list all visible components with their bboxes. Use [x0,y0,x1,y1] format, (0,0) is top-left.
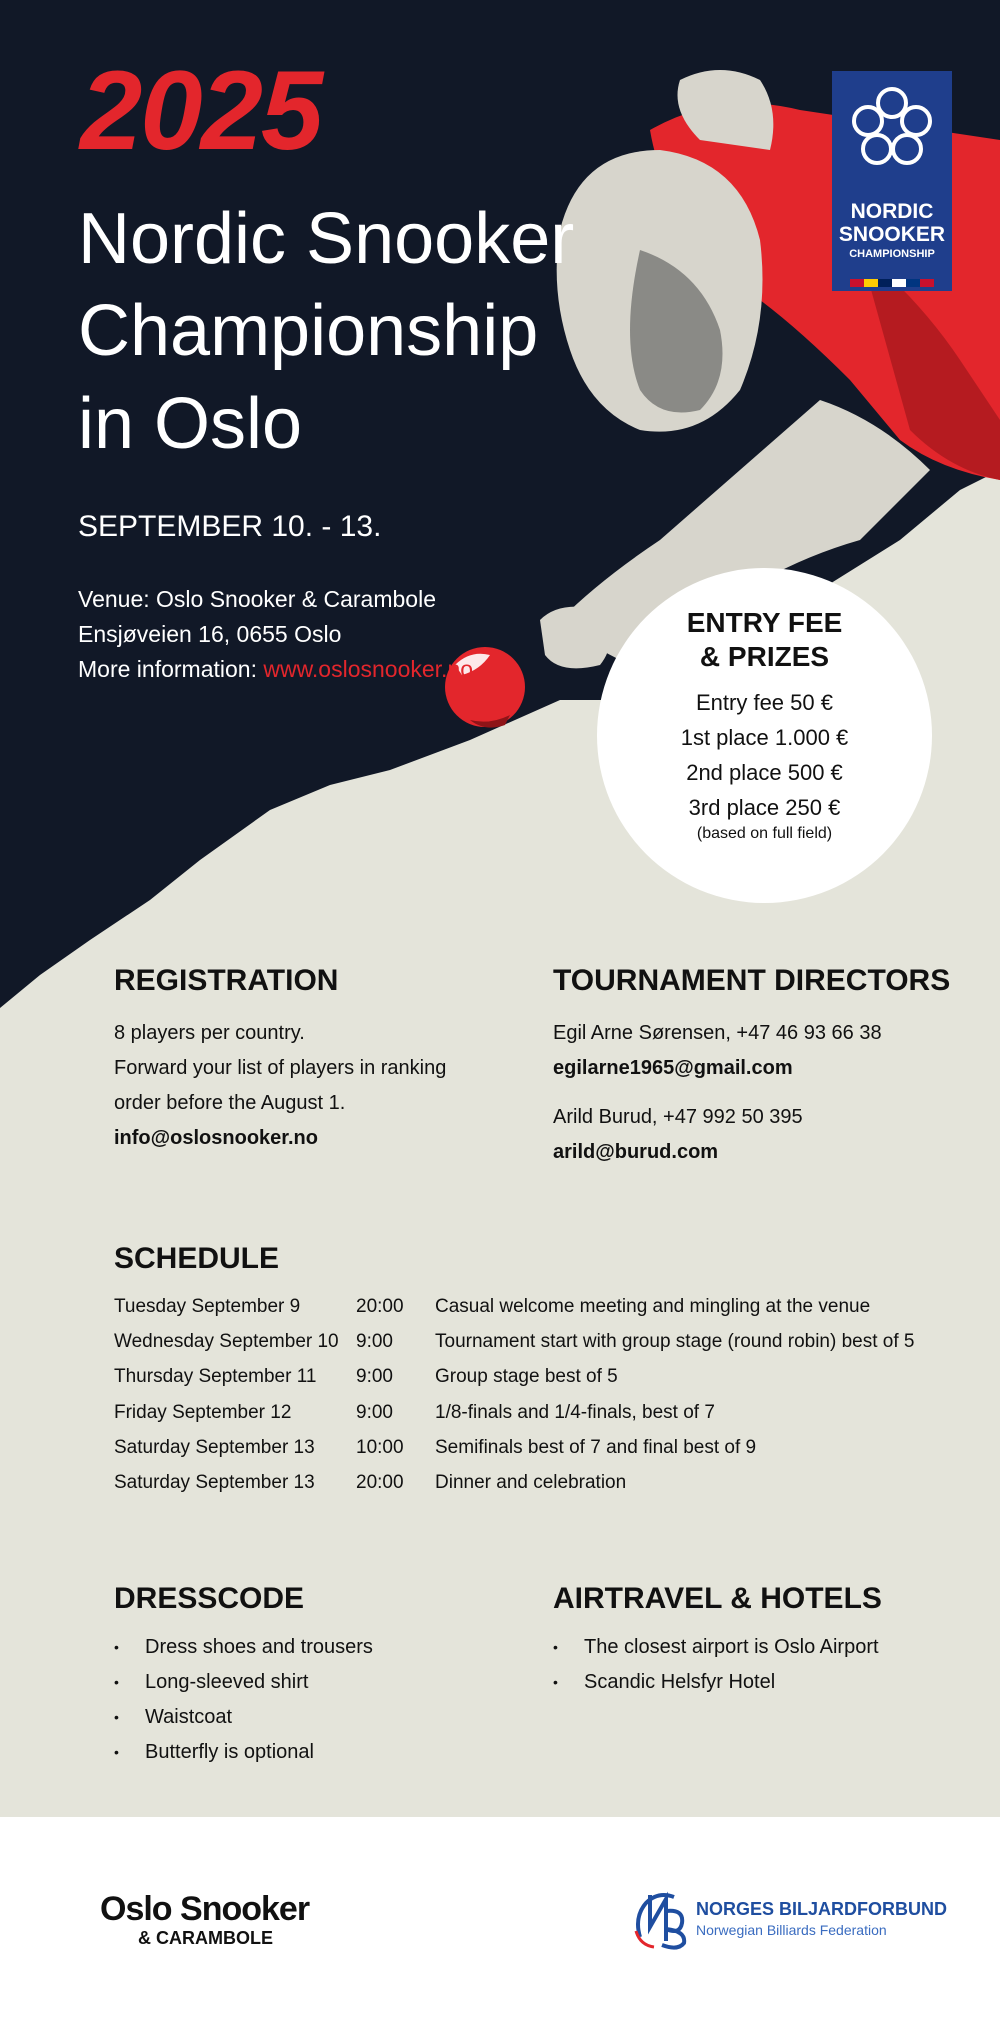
dresscode-item: • Long-sleeved shirt [114,1665,373,1700]
second-place-line: 2nd place 500 € [686,760,843,786]
travel-item: • Scandic Helsfyr Hotel [553,1665,882,1700]
schedule-event: Group stage best of 5 [435,1366,618,1388]
directors-heading: TOURNAMENT DIRECTORS [553,964,951,997]
schedule-event: Tournament start with group stage (round robin) best of 5 [435,1331,915,1353]
registration-email[interactable]: info@oslosnooker.no [114,1127,318,1149]
schedule-day: Wednesday September 10 [114,1331,339,1353]
nbf-emblem-icon [630,1887,692,1951]
nbf-name: NORGES BILJARDFORBUND [696,1899,948,1919]
schedule-time: 9:00 [356,1331,393,1353]
schedule-row [114,1465,914,1500]
schedule-day: Thursday September 11 [114,1366,317,1388]
travel-section [553,1584,882,1700]
prizes-title-line-2: & PRIZES [699,640,830,672]
director-2-name: Arild Burud, +47 992 50 395 [553,1106,803,1128]
schedule-time: 20:00 [356,1472,404,1493]
entry-fee-prizes-circle [597,568,932,903]
director-1-email[interactable]: egilarne1965@gmail.com [553,1057,793,1079]
schedule-event: Casual welcome meeting and mingling at the venue [435,1296,871,1317]
travel-heading: AIRTRAVEL & HOTELS [553,1582,882,1615]
schedule-day: Saturday September 13 [114,1472,315,1493]
dresscode-item: • Dress shoes and trousers [114,1630,373,1665]
schedule-day: Saturday September 13 [114,1436,315,1458]
oslo-snooker-logo [100,1892,309,1949]
schedule-heading: SCHEDULE [114,1242,280,1275]
schedule-row [114,1359,914,1394]
event-title-line-2: Championship [78,291,539,371]
first-place-line: 1st place 1.000 € [680,725,849,751]
entry-fee-line: Entry fee 50 € [696,690,833,716]
flag-stripe [906,279,920,287]
venue-line: Venue: Oslo Snooker & Carambole [78,586,436,612]
schedule-day: Friday September 12 [114,1401,292,1423]
event-year: 2025 [80,48,322,173]
schedule-event: Dinner and celebration [435,1472,627,1493]
website-link[interactable]: www.oslosnooker.no [263,656,474,682]
flag-stripe [864,279,878,287]
schedule-time: 9:00 [356,1401,393,1423]
third-place-line: 3rd place 250 € [688,795,841,821]
oslo-logo-sub: & CARAMBOLE [138,1928,273,1948]
more-info-label: More information: [78,656,264,682]
director-1-name: Egil Arne Sørensen, +47 46 93 66 38 [553,1022,882,1044]
prizes-title-line-1: ENTRY FEE [686,607,843,638]
registration-line-1: 8 players per country. [114,1022,305,1044]
schedule-time: 10:00 [356,1436,404,1458]
flag-strip [850,279,934,287]
prizes-note: (based on full field) [696,825,833,843]
flag-stripe [920,279,934,287]
oslo-logo-main: Oslo Snooker [100,1890,310,1928]
director-2-email[interactable]: arild@burud.com [553,1141,719,1163]
address-line: Ensjøveien 16, 0655 Oslo [78,621,342,647]
registration-heading: REGISTRATION [114,964,339,997]
flag-stripe [878,279,892,287]
schedule-day: Tuesday September 9 [114,1296,301,1317]
nbf-subtitle: Norwegian Billiards Federation [696,1922,887,1938]
dresscode-item: • Butterfly is optional [114,1735,373,1770]
schedule-row [114,1430,914,1465]
registration-line-3: order before the August 1. [114,1092,346,1114]
event-title-line-3: in Oslo [78,384,303,464]
schedule-time: 20:00 [356,1296,404,1317]
logo-line-1: NORDIC [850,200,934,223]
registration-line-2: Forward your list of players in ranking [114,1057,447,1079]
schedule-time: 9:00 [356,1366,393,1388]
rings-emblem-icon [832,71,952,181]
schedule-event: Semifinals best of 7 and final best of 9 [435,1436,757,1458]
schedule-row [114,1324,914,1359]
flag-stripe [892,279,906,287]
registration-section [114,966,446,1156]
more-info-line [78,656,473,683]
flag-stripe [850,279,864,287]
championship-logo [832,71,952,291]
event-dates: SEPTEMBER 10. - 13. [78,510,382,543]
logo-line-3: CHAMPIONSHIP [849,248,935,260]
directors-section [553,966,950,1170]
dresscode-heading: DRESSCODE [114,1582,305,1615]
schedule-row [114,1289,914,1324]
travel-item: • The closest airport is Oslo Airport [553,1630,882,1665]
norges-biljardforbund-logo [630,1887,948,1957]
event-title-line-1: Nordic Snooker [78,199,575,279]
logo-line-2: SNOOKER [838,223,946,246]
schedule-row [114,1395,914,1430]
schedule-event: 1/8-finals and 1/4-finals, best of 7 [435,1401,715,1423]
dresscode-section [114,1584,373,1770]
dresscode-item: • Waistcoat [114,1700,373,1735]
